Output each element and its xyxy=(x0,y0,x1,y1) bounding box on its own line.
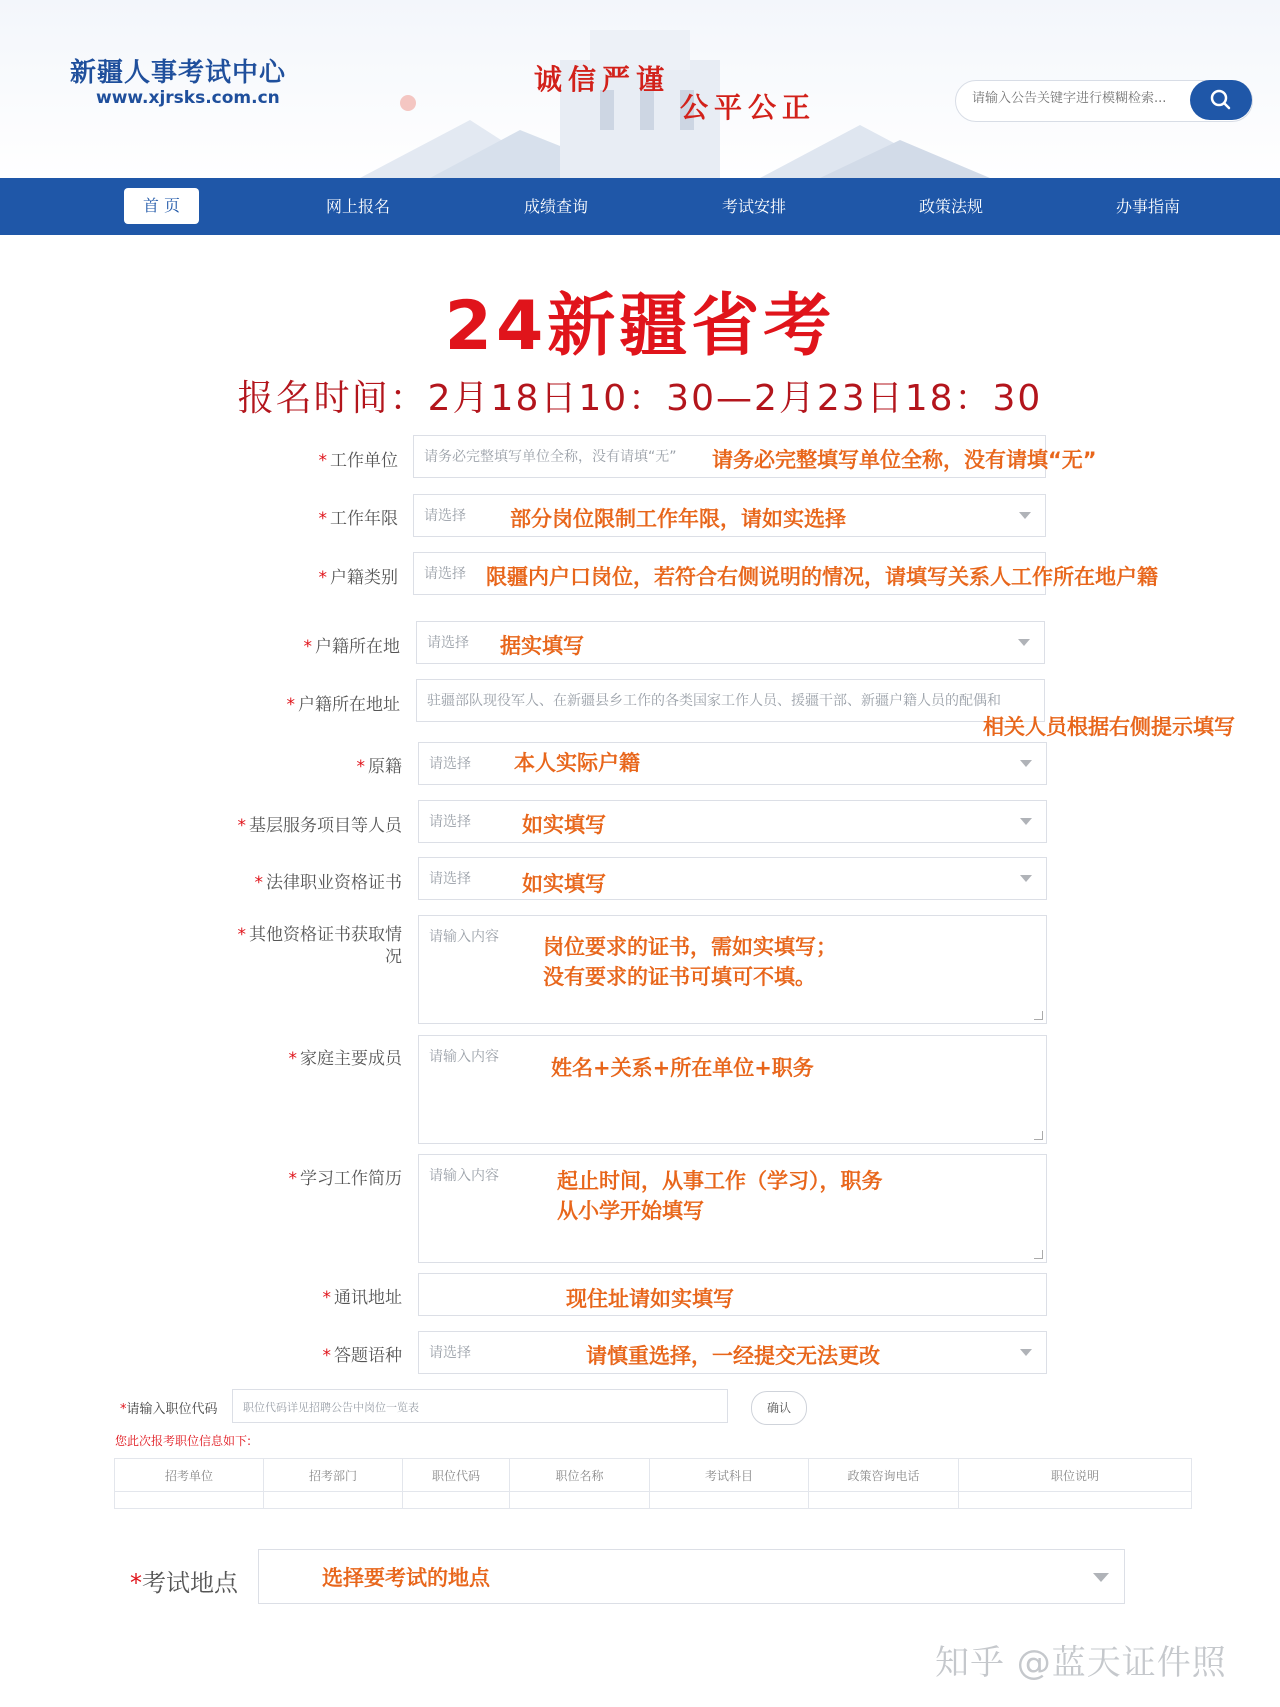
native-place-note: 本人实际户籍 xyxy=(514,751,640,775)
table-header-cell: 考试科目 xyxy=(650,1459,809,1492)
nav-score-query[interactable]: 成绩查询 xyxy=(523,197,588,216)
site-header xyxy=(0,0,1280,178)
position-info-notice: 您此次报考职位信息如下: xyxy=(115,1434,252,1448)
registration-time: 报名时间：2月18日10：30—2月23日18：30 xyxy=(237,378,1043,419)
nav-policies[interactable]: 政策法规 xyxy=(918,197,983,216)
family-label: * 家庭主要成员 xyxy=(288,1049,402,1069)
law-cert-select[interactable] xyxy=(418,857,1047,900)
search-icon xyxy=(1190,80,1252,120)
address-label: * 通讯地址 xyxy=(322,1288,402,1308)
work-years-placeholder: 请选择 xyxy=(424,508,466,524)
exam-location-label: *考试地点 xyxy=(130,1569,238,1597)
resume-label: * 学习工作简历 xyxy=(288,1169,402,1189)
hukou-address-input[interactable] xyxy=(416,679,1045,722)
work-unit-label: * 工作单位 xyxy=(318,451,398,471)
language-placeholder: 请选择 xyxy=(429,1345,471,1361)
nav-online-registration[interactable]: 网上报名 xyxy=(325,197,390,216)
table-header-cell: 职位说明 xyxy=(959,1459,1192,1492)
table-row xyxy=(115,1492,1192,1509)
hukou-type-note: 限疆内户口岗位，若符合右侧说明的情况，请填写关系人工作所在地户籍 xyxy=(486,565,1158,589)
hukou-address-placeholder: 驻疆部队现役军人、在新疆县乡工作的各类国家工作人员、援疆干部、新疆户籍人员的配偶和 xyxy=(427,693,1001,709)
chevron-down-icon xyxy=(1019,512,1031,519)
hukou-address-note: 相关人员根据右侧提示填写 xyxy=(983,715,1235,739)
chevron-down-icon xyxy=(1093,1573,1109,1582)
slogan-line1: 诚信严谨 xyxy=(534,63,671,96)
page-title: 24新疆省考 xyxy=(444,287,836,366)
table-header-cell: 职位名称 xyxy=(510,1459,650,1492)
other-cert-label: * 其他资格证书获取情 况 xyxy=(237,925,402,967)
chevron-down-icon xyxy=(1018,639,1030,646)
nav-home[interactable]: 首 页 xyxy=(124,188,199,224)
resume-placeholder: 请输入内容 xyxy=(429,1168,499,1184)
table-header-cell: 招考单位 xyxy=(115,1459,264,1492)
position-info-table xyxy=(114,1458,1192,1509)
work-years-label: * 工作年限 xyxy=(318,509,398,529)
other-cert-note: 岗位要求的证书，需如实填写； 没有要求的证书可填可不填。 xyxy=(543,935,837,989)
site-logo-url[interactable]: www.xjrsks.com.cn xyxy=(96,88,280,108)
grassroots-placeholder: 请选择 xyxy=(429,814,471,830)
slogan-line2: 公平公正 xyxy=(680,91,817,124)
nav-guide[interactable]: 办事指南 xyxy=(1115,197,1180,216)
law-cert-note: 如实填写 xyxy=(522,872,606,896)
law-cert-placeholder: 请选择 xyxy=(429,871,471,887)
chevron-down-icon xyxy=(1020,875,1032,882)
grassroots-note: 如实填写 xyxy=(522,813,606,837)
language-label: * 答题语种 xyxy=(322,1346,402,1366)
resize-handle-icon[interactable] xyxy=(1034,1131,1043,1140)
resize-handle-icon[interactable] xyxy=(1034,1250,1043,1259)
native-place-placeholder: 请选择 xyxy=(429,756,471,772)
chevron-down-icon xyxy=(1020,1349,1032,1356)
watermark: 知乎 @蓝天证件照 xyxy=(935,1643,1227,1683)
family-note: 姓名+关系+所在单位+职务 xyxy=(551,1056,814,1080)
resume-note: 起止时间，从事工作（学习），职务 从小学开始填写 xyxy=(557,1169,883,1223)
table-header-cell: 政策咨询电话 xyxy=(809,1459,959,1492)
search-input[interactable] xyxy=(970,90,1174,107)
hukou-place-note: 据实填写 xyxy=(500,634,584,658)
law-cert-label: * 法律职业资格证书 xyxy=(254,873,402,893)
chevron-down-icon xyxy=(1020,818,1032,825)
resize-handle-icon[interactable] xyxy=(1034,1011,1043,1020)
position-code-input-box[interactable] xyxy=(232,1389,728,1423)
site-logo-name[interactable]: 新疆人事考试中心 xyxy=(70,58,287,88)
main-nav xyxy=(0,178,1280,235)
grassroots-select[interactable] xyxy=(418,800,1047,843)
position-code-label: *请输入职位代码 xyxy=(120,1402,218,1417)
other-cert-placeholder: 请输入内容 xyxy=(429,929,499,945)
address-note: 现住址请如实填写 xyxy=(566,1287,734,1311)
hukou-address-label: * 户籍所在地址 xyxy=(286,695,400,715)
table-header-cell: 招考部门 xyxy=(264,1459,403,1492)
hukou-type-placeholder: 请选择 xyxy=(424,566,466,582)
confirm-button[interactable]: 确认 xyxy=(751,1391,807,1425)
work-unit-placeholder: 请务必完整填写单位全称，没有请填“无” xyxy=(424,449,677,465)
hukou-place-placeholder: 请选择 xyxy=(427,635,469,651)
table-header-cell: 职位代码 xyxy=(403,1459,510,1492)
grassroots-label: * 基层服务项目等人员 xyxy=(237,816,402,836)
chevron-down-icon xyxy=(1020,760,1032,767)
language-note: 请慎重选择，一经提交无法更改 xyxy=(586,1344,880,1368)
native-place-select[interactable] xyxy=(418,742,1047,785)
search-button[interactable] xyxy=(1190,80,1252,120)
hukou-place-label: * 户籍所在地 xyxy=(303,637,400,657)
work-unit-note: 请务必完整填写单位全称，没有请填“无” xyxy=(712,448,1097,472)
native-place-label: * 原籍 xyxy=(356,757,402,777)
work-years-note: 部分岗位限制工作年限，请如实选择 xyxy=(510,507,846,531)
hukou-type-label: * 户籍类别 xyxy=(318,568,398,588)
exam-location-note: 选择要考试的地点 xyxy=(322,1566,490,1590)
position-code-placeholder: 职位代码详见招聘公告中岗位一览表 xyxy=(243,1401,419,1414)
nav-exam-schedule[interactable]: 考试安排 xyxy=(721,197,786,216)
family-placeholder: 请输入内容 xyxy=(429,1049,499,1065)
table-header-row xyxy=(115,1459,1192,1492)
